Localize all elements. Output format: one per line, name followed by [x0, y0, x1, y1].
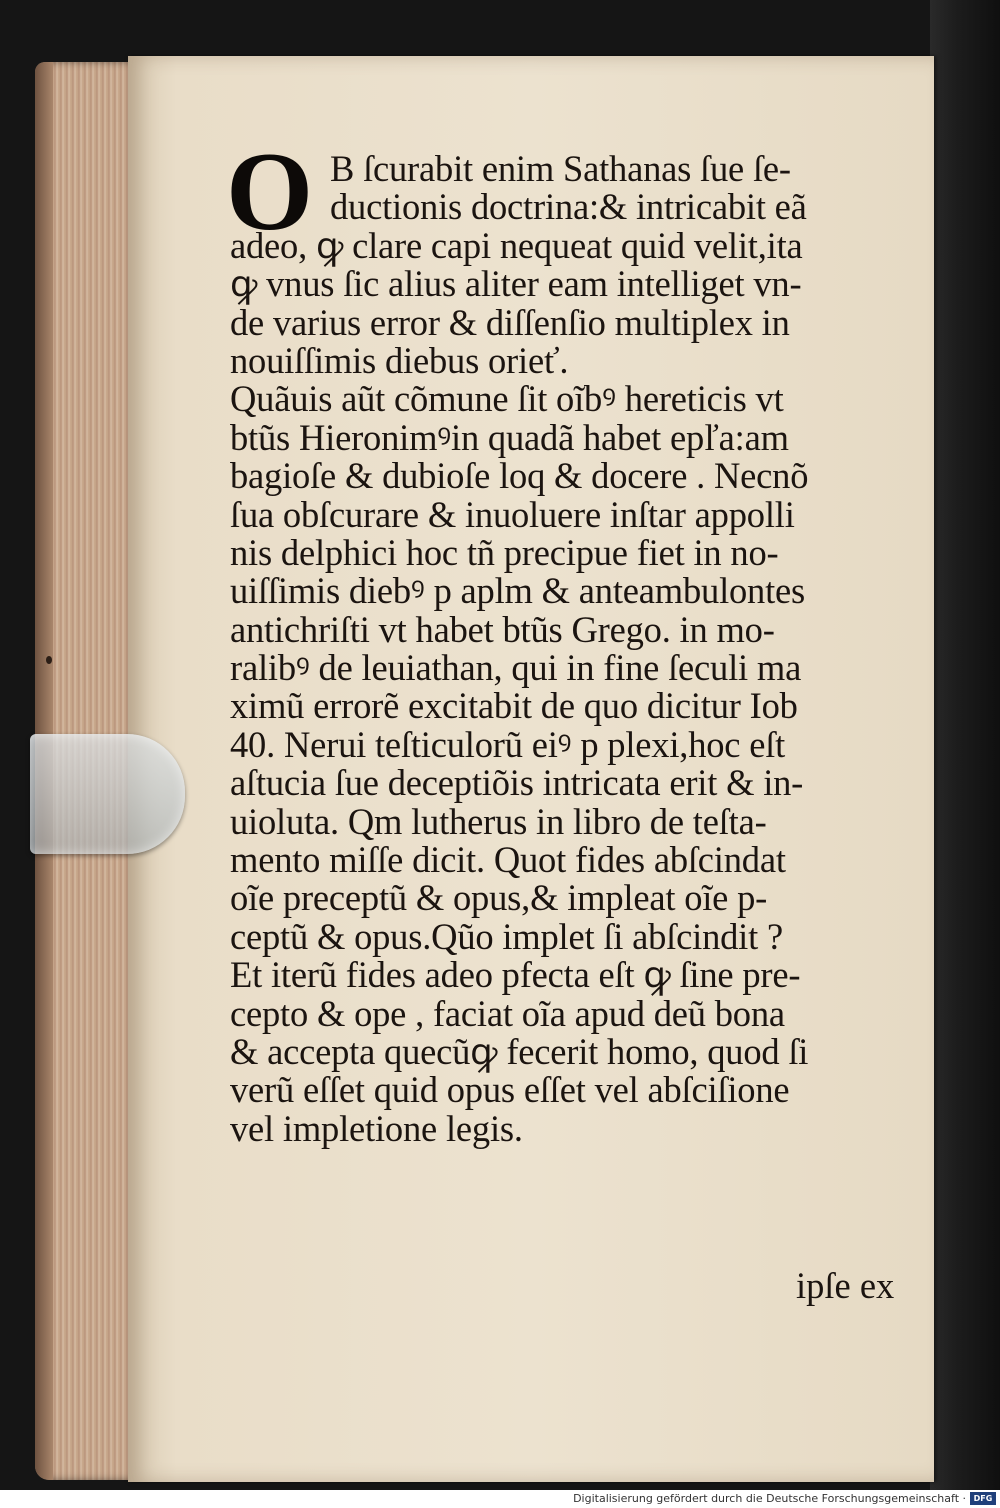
text-line: uiſſimis diebꝰ p aplm & anteambulontes [230, 570, 806, 612]
text-line: de varius error & diſſenſio multiplex in [230, 301, 790, 343]
text-line: nouiſſimis diebus orieť. [230, 339, 569, 381]
footer-credit: Digitalisierung gefördert durch die Deutsche Forschungsgemeinschaft · [573, 1492, 966, 1505]
text-line: oĩe preceptũ & opus,& impleat oĩe p- [230, 877, 768, 919]
background-cloth [930, 0, 1000, 1490]
text-line: antichriſti vt habet btũs Grego. in mo- [230, 608, 775, 650]
drop-cap: O [226, 130, 314, 254]
catchword: ipſe ex [796, 1265, 895, 1306]
text-line: ceptũ & opus.Qũo implet ſi abſcindit ? [230, 915, 783, 957]
text-line: ſua obſcurare & inuoluere inſtar appolli [230, 493, 795, 535]
text-line: ꝙ vnus ſic alius aliter eam intelliget vn- [230, 263, 802, 305]
text-line: Quãuis aũt cõmune ſit oĩbꝰ hereticis vt [230, 378, 784, 420]
text-line: verũ eſſet quid opus eſſet vel abſciſione [230, 1069, 790, 1111]
text-line: bagioſe & dubioſe loq & docere . Necnõ [230, 455, 809, 497]
text-line: B ſcurabit enim Sathanas ſue ſe- [330, 148, 791, 189]
text-line: mento miſſe dicit. Quot fides abſcindat [230, 839, 786, 881]
page-hole [46, 656, 52, 664]
text-line: cepto & ope , faciat oĩa apud deũ bona [230, 992, 785, 1034]
text-line: ductionis doctrina:& intricabit eã [330, 186, 807, 228]
text-line: ximũ errorẽ excitabit de quo dicitur Iob [230, 685, 798, 727]
text-line: aſtucia ſue deceptiõis intricata erit & in- [230, 762, 804, 804]
text-line: nis delphici hoc tñ precipue fiet in no- [230, 531, 779, 573]
text-line: Et iterũ fides adeo pfecta eſt ꝙ ſine pre- [230, 954, 801, 996]
page-clip [30, 734, 185, 854]
dfg-logo: DFG [970, 1492, 996, 1505]
text-block [230, 150, 920, 1148]
text-line: & accepta quecũꝙ fecerit homo, quod ſi [230, 1030, 809, 1072]
text-line: ralibꝰ de leuiathan, qui in fine ſeculi ma [230, 647, 802, 689]
text-line: adeo, ꝙ clare capi nequeat quid velit,ita [230, 224, 803, 266]
text-line: btũs Hieronimꝰin quadã habet epľa:am [230, 416, 789, 458]
text-line: 40. Nerui teſticulorũ eiꝰ p plexi,hoc eſt [230, 723, 786, 765]
text-line: uioluta. Qm lutherus in libro de teſta- [230, 800, 767, 842]
text-line: vel impletione legis. [230, 1107, 523, 1149]
